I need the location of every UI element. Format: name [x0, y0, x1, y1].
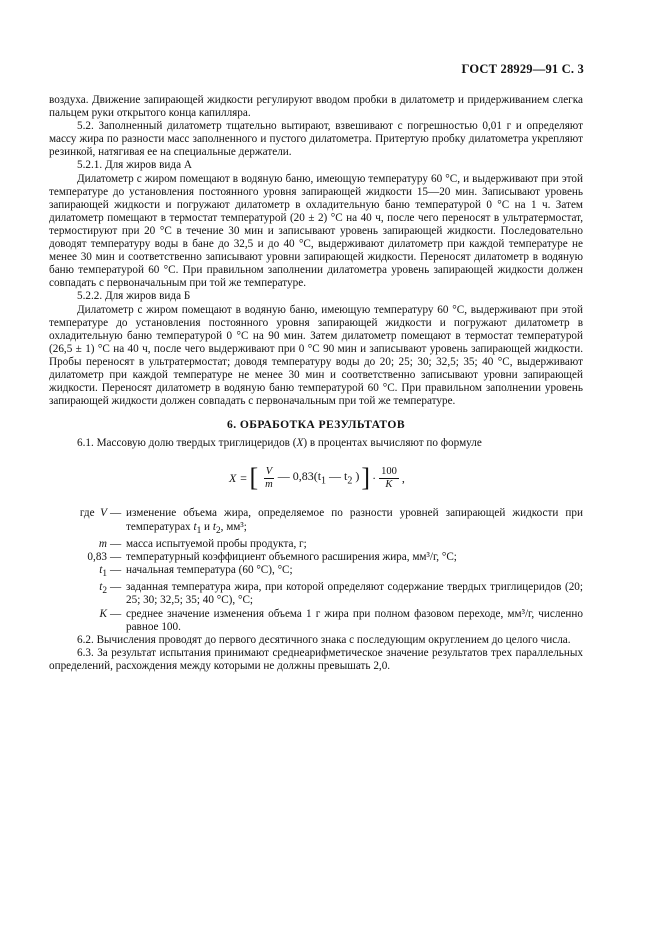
subheading-5-2-1: 5.2.1. Для жиров вида А — [77, 159, 192, 172]
formula: X = [ $\frac{V}{m}$ — $0,83(t_1$ — $t_2$ ) ] · $\frac{100}{K}$ , — [229, 463, 405, 493]
definitions-list — [49, 507, 583, 633]
formula-middle: — $0,83(t_1$ — $t_2$ ) — [277, 468, 360, 487]
paragraph-5-2: 5.2. Заполненный дилатометр тщательно вытирают, взвешивают с погрешностью 0,01 г и определяют массу жира по разности масс заполненного и пустого дилатометра. Притертую пробку дилатометра укрепляют резинкой, натягивая ее на специальные держатели. — [49, 120, 583, 159]
formula-lhs: X = — [229, 470, 248, 485]
definition-item: m — масса испытуемой пробы продукта, г; — [98, 537, 307, 550]
definition-item: K — среднее значение изменения объема 1 г жира при полном фазовом переходе, мм³/г, численно равное 100. — [99, 607, 583, 633]
paragraph-6-2: 6.2. Вычисления проводят до первого десятичного знака с последующим округлением до целого числа. — [77, 633, 571, 646]
definition-item: $t_1$ — начальная температура (60 °С), °С; — [99, 564, 293, 580]
document-body — [49, 94, 583, 673]
paragraph-6-3: 6.3. За результат испытания принимают среднеарифметическое значение результатов трех параллельных определений, расхождения между которыми не должны превышать 2,0. — [49, 646, 583, 672]
definition-item: 0,83 — температурный коэффициент объемного расширения жира, мм³/г, °С; — [87, 550, 457, 563]
paragraph-5-2-1-body: Дилатометр с жиром помещают в водяную баню, имеющую температуру 60 °С, и выдерживают при этой температуре до установления постоянного уровня запирающей жидкости 15—20 мин. Записывают уровень запирающей жидкости и погружают дилатометр в охладительную баню температурой 0 °С на 1 ч. Затем дилатометр помещают в термостат температурой (20 ± 2) °С на 40 ч, после чего переносят в ультратермостат, термостируют при 20 °С в течение 30 мин и записывают уровень запирающей жидкости. Последовательно доводят температуру воды в бане до 32,5 и до 40 °С, выдерживают дилатометр при каждой температуре не менее 30 мин и соответственно записывают уровни запирающей жидкости. Переносят дилатометр в водяную баню температурой 60 °С. При правильном заполнении дилатометра уровень запирающей жидкости должен совпадать с первоначальным при той же температуре. — [49, 172, 583, 290]
section-6-title: 6. ОБРАБОТКА РЕЗУЛЬТАТОВ — [227, 418, 405, 432]
open-bracket: [ — [249, 463, 259, 493]
formula-dot: · — [372, 470, 377, 485]
definition-item: где V — изменение объема жира, определяемое по разности уровней запирающей жидкости при температурах $t_1$ и $t_2$, мм³; — [79, 507, 583, 536]
page-header: ГОСТ 28929—91 С. 3 — [461, 62, 584, 76]
paragraph-6-1: 6.1. Массовую долю твердых триглицеридов (X) в процентах вычисляют по формуле — [77, 437, 482, 450]
paragraph-continuation: воздуха. Движение запирающей жидкости регулируют вводом пробки в дилатометр и придерживанием слегка пальцем руки открытого конца капилляра. — [49, 94, 583, 120]
close-bracket: ] — [361, 463, 371, 493]
paragraph-5-2-2-body: Дилатометр с жиром помещают в водяную баню, имеющую температуру 60 °С, выдерживают при этой температуре до установления постоянного уровня запирающей жидкости и погружают дилатометр в охладительную баню температурой 0 °С на 90 мин. Затем дилатометр помещают в термостат температурой (26,5 ± 1) °С на 40 ч, после чего выдерживают при 0 °С 90 мин и записывают уровень запирающей жидкости. Пробы переносят в ультратермостат; доводя температуру воды до 20; 25; 30; 32,5; 35; 40 °С, выдерживают дилатометр при каждой температуре не менее 30 мин и соответственно записывают уровни запирающей жидкости. Переносят дилатометр в водяную баню температурой 60 °С. При правильном заполнении уровень запирающей жидкости должен совпадать с первоначальным при той же температуре. — [49, 303, 583, 408]
definition-item: $t_2$ — заданная температура жира, при которой определяют содержание твердых триглицеридов (20; 25; 30; 32,5; 35; 40 °С), °С; — [99, 581, 583, 607]
subheading-5-2-2: 5.2.2. Для жиров вида Б — [77, 290, 191, 303]
fraction-100-k: $\frac{100}{K}$ — [381, 465, 397, 490]
fraction-v-m: $\frac{V}{m}$ — [265, 465, 273, 490]
